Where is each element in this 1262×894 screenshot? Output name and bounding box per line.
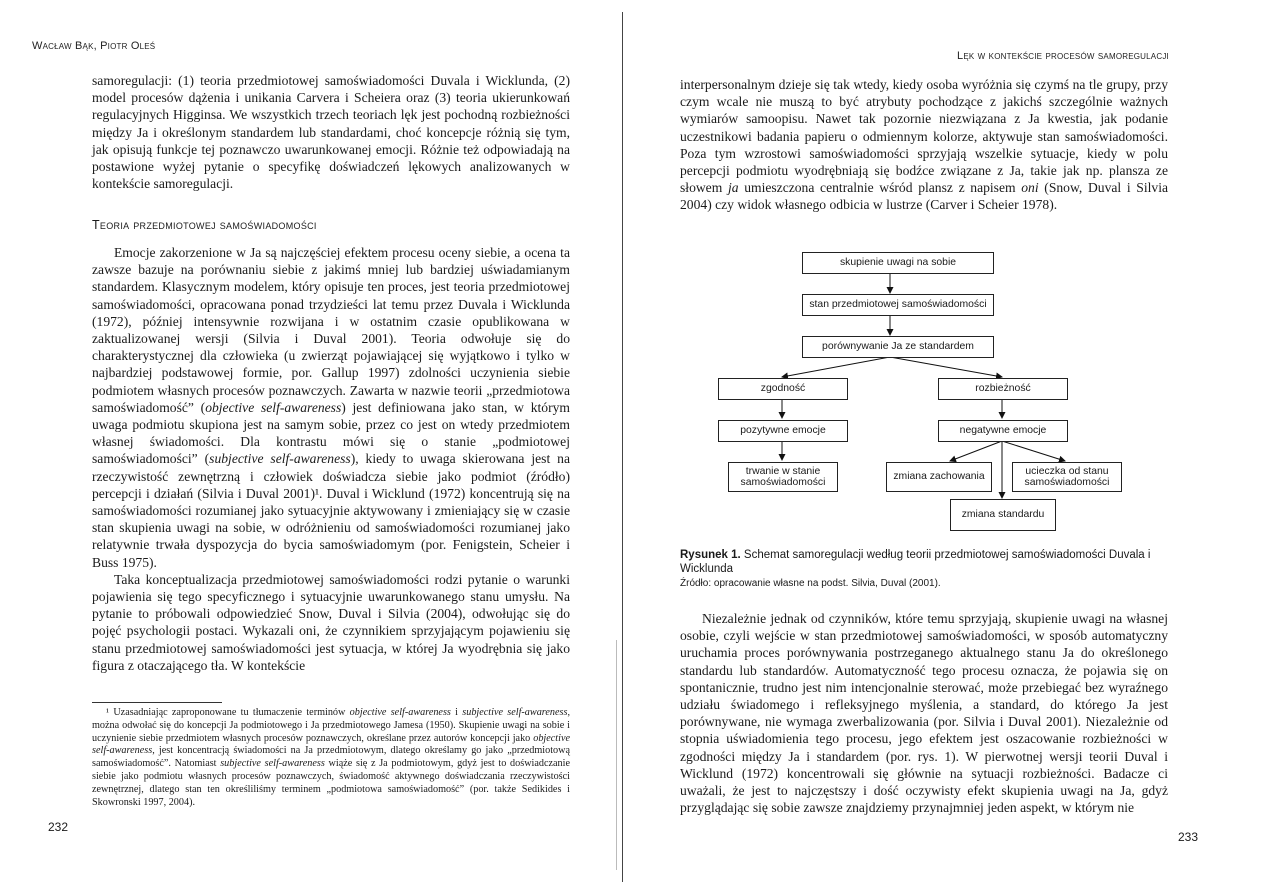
figure-caption xyxy=(680,548,1180,576)
box-remain-aware: trwanie w stanie samoświadomości xyxy=(728,462,838,492)
caption-label: Rysunek 1. xyxy=(680,549,741,561)
box-congruence: zgodność xyxy=(718,378,848,400)
bottom-text-block xyxy=(680,610,1168,816)
top-text-block xyxy=(680,76,1168,214)
book-gutter xyxy=(622,12,623,882)
paragraph-1 xyxy=(92,244,570,571)
p1-text-b: ) jest definiowana jako stan, w którym uwaga podmiotu skupiona jest na samym sobie, przez co jest on wtedy przedmiotem własnej świadomości. Dla kontrastu mówi się o stanie „podmiotowej samoświadomości” ( xyxy=(92,399,570,467)
p1-text-a: Emocje zakorzenione w Ja są najczęściej efektem procesu oceny siebie, a ocena ta zawsze bazuje na porównaniu siebie z jakimś mniej lub bardziej uświadamianym standardem. Klasycznym modelem, który opisuje ten proces, jest teoria przedmiotowej samoświadomości, opracowana ponad trzydzieści lat temu przez Duvala i Wicklunda (1972), później intensywnie rozwijana i w ostatnim czasie opublikowana w zaktualizowanej wersji (Silvia i Duval 2001). Teoria odwołuje się do charakterystycznej dla człowieka (u zwierząt pojawiającej się wyjątkowo i tylko w najbardziej podstawowej formie, por. Gallup 1997) zdolności uczynienia siebie podmiotem własnych procesów poznawczych. Zawarta w nazwie teorii „przedmiotowa samoświadomość” ( xyxy=(92,245,570,415)
p1-term-subjective: subjective self-awareness xyxy=(209,451,351,467)
fn-text-1: ¹ Uzasadniając zaproponowane tu tłumaczenie terminów xyxy=(106,707,350,718)
section-heading: Teoria przedmiotowej samoświadomości xyxy=(92,218,317,232)
p1-text-c: ), kiedy to uwaga skierowana jest na rzeczywistość zewnętrzną i człowiek doświadcza siebie jako podmiot (źródło) percepcji i działań (Silvia i Duval 2001)¹. Duval i Wicklund (1972) koncentrują się na samoświadomości rozumianej jako sytuacyjnie aktywowany i zmieniający się w czasie stan skupienia uwagi na sobie, w odróżnieniu od samoświadomości rozumianej jako relatywnie trwała dyspozycja do bycia samoświadomym (por. Fenigstein, Scheier i Buss 1975). xyxy=(92,451,570,570)
intro-paragraph: samoregulacji: (1) teoria przedmiotowej samoświadomości Duvala i Wicklunda, (2) model procesów dążenia i unikania Carvera i Scheiera oraz (3) teoria ukierunkowań regulacyjnych Higginsa. We wszystkich trzech teoriach lęk jest pochodną rozbieżności między Ja i określonym standardem lub standardami, choć koncepcje różnią się tym, jak opisują funkcje tej poznawczo uwarunkowanej emocji. Różnie też odpowiadają na postawione wyżej pytanie o specyfikę doświadczeń lękowych analizowanych w kontekście samoregulacji. xyxy=(92,73,570,192)
page-number-right: 233 xyxy=(1178,830,1199,844)
pt-term-oni: oni xyxy=(1021,180,1039,196)
fn-term-2: subjective self-awareness xyxy=(462,707,568,718)
box-negative-emotions: negatywne emocje xyxy=(938,420,1068,442)
fn-text-2: i xyxy=(450,707,463,718)
pt-text-c: (Snow, Duval i Silvia 2004) czy widok własnego odbicia w lustrze (Carver i Scheier 1978). xyxy=(680,180,1169,213)
caption-text: Schemat samoregulacji według teorii przedmiotowej samoświadomości Duvala i Wicklunda xyxy=(680,549,1151,575)
box-objective-self-awareness: stan przedmiotowej samoświadomości xyxy=(802,294,994,316)
arrow-7-10 xyxy=(1002,441,1065,461)
pt-term-ja: ja xyxy=(727,180,739,196)
footnote xyxy=(92,707,570,809)
fn-term-3: objective self-awareness xyxy=(92,732,570,757)
paragraph-bottom: Niezależnie jednak od czynników, które temu sprzyjają, skupienie uwagi na własnej osobie, czyli wejście w stan przedmiotowej samoświadomości, w sposób automatyczny uruchamia proces porównywania postrzeganego aktualnego stanu Ja do określonego standardu lub standardów. Automatyczność tego procesu oznacza, że pojawia się on spontanicznie, trudno jest nim intencjonalnie sterować, może przebiegać bez wyraźnego udziału świadomego i refleksyjnego myślenia, a standard, do którego Ja jest porównywane, nie wymaga zwerbalizowania (por. Silvia i Duval 2001). Niezależnie od stopnia uświadomienia tego procesu, jego efektem jest oszacowanie rozbieżności w zgodności między Ja i standardem (por. rys. 1). W pierwotnej wersji teorii Duval i Wicklund (1972) koncentrowali się głównie na sytuacji rozbieżności. Badacze ci uważali, że jest to najczęstszy i dość oczywisty efekt skupienia uwagi na Ja, gdyż przyglądając się sobie zawsze znajdziemy przynajmniej jeden aspekt, w którym nie xyxy=(680,611,1168,816)
figure-source: Źródło: opracowanie własne na podst. Silvia, Duval (2001). xyxy=(680,578,941,589)
box-escape: ucieczka od stanu samoświadomości xyxy=(1012,462,1122,492)
fn-text-3: , można odwołać się do koncepcji Ja podmiotowego i Ja przedmiotowego Jamesa (1950). Skupienie uwagi na sobie i uczynienie siebie przedmiotem własnych procesów poznawczych, określane przez autorów koncepcji jako xyxy=(92,707,570,744)
paragraph-top xyxy=(680,76,1168,214)
self-regulation-diagram xyxy=(710,250,1130,535)
left-page xyxy=(0,0,620,894)
footnote-text xyxy=(92,707,570,809)
fn-term-1: objective self-awareness xyxy=(349,707,451,718)
intro-paragraph-block xyxy=(92,72,570,192)
main-text-block xyxy=(92,244,570,674)
running-head-title: Lęk w kontekście procesów samoregulacji xyxy=(957,50,1169,62)
box-behavior-change: zmiana zachowania xyxy=(886,462,992,492)
paragraph-2: Taka konceptualizacja przedmiotowej samoświadomości rodzi pytanie o warunki pojawienia się tego specyficznego i sytuacyjnie uwarunkowanego stanu umysłu. Na pytanie to próbowali odpowiedzieć Snow, Duval i Silvia (2004), odwołując się do pojęć psychologii postaci. Wykazali oni, że czynnikiem sprzyjającym pojawieniu się stanu przedmiotowej samoświadomości jest sytuacja, w której Ja wyodrębnia się jako figura z otaczającego tła. W kontekście xyxy=(92,571,570,673)
box-comparison: porównywanie Ja ze standardem xyxy=(802,336,994,358)
page-number-left: 232 xyxy=(48,820,69,834)
footnote-rule xyxy=(92,702,222,703)
box-discrepancy: rozbieżność xyxy=(938,378,1068,400)
running-head-authors: Wacław Bąk, Piotr Oleś xyxy=(32,40,156,52)
fn-text-5: wiąże się z Ja podmiotowym, gdyż jest to doświadczanie siebie jako podmiotu własnych procesów poznawczych, świadomość aktywnego doświadczania rzeczywistości zewnętrznej, dlatego stan ten określiliśmy terminem „podmiotowa samoświadomość” (por. także Sedikides i Skowronski 1997, 2004). xyxy=(92,758,571,808)
arrow-3-4 xyxy=(782,357,890,377)
fn-term-4: subjective self-awareness xyxy=(220,758,325,770)
box-standard-change: zmiana standardu xyxy=(950,499,1056,531)
arrow-7-9 xyxy=(950,441,1002,461)
box-positive-emotions: pozytywne emocje xyxy=(718,420,848,442)
p1-term-objective: objective self-awareness xyxy=(205,399,342,415)
pt-text-a: interpersonalnym dzieje się tak wtedy, kiedy osoba wyróżnia się czymś na tle grupy, przy czym wcale nie muszą to być atrybuty pochodzące z jakichś szczególnie ważnych wymiarów samoopisu. Nawet tak pozornie niezwiązana z Ja kwestia, jak podanie uczestnikowi badania papieru o odmiennym kolorze, aktywuje stan samoświadomości. Poza tym wzrostowi samoświadomości sprzyjają wszelkie sytuacje, kiedy w polu percepcji podmiotu wyodrębniają się bodźce związane z Ja, takie jak np. plansza ze słowem xyxy=(680,77,1168,196)
arrow-3-5 xyxy=(890,357,1002,377)
box-self-focus: skupienie uwagi na sobie xyxy=(802,252,994,274)
pt-text-b: umieszczona centralnie wśród plansz z napisem xyxy=(738,180,1022,196)
fn-text-4: , jest koncentracją świadomości na Ja przedmiotowym, dlatego określamy go jako „przedmiotową samoświadomość”. Natomiast xyxy=(92,745,570,770)
